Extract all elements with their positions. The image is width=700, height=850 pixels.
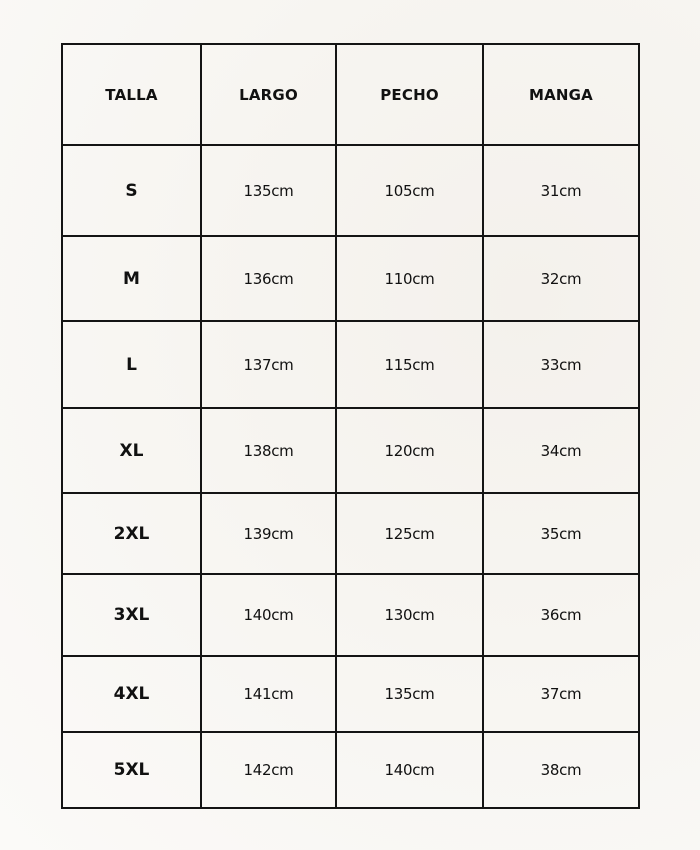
pecho-value: 130cm bbox=[336, 574, 483, 656]
pecho-value: 110cm bbox=[336, 236, 483, 321]
largo-value: 135cm bbox=[201, 145, 336, 236]
pecho-value: 115cm bbox=[336, 321, 483, 408]
header-manga: MANGA bbox=[483, 44, 639, 145]
size-label: 2XL bbox=[62, 493, 201, 574]
manga-value: 34cm bbox=[483, 408, 639, 493]
manga-value: 38cm bbox=[483, 732, 639, 808]
header-talla: TALLA bbox=[62, 44, 201, 145]
largo-value: 139cm bbox=[201, 493, 336, 574]
pecho-value: 135cm bbox=[336, 656, 483, 732]
header-largo: LARGO bbox=[201, 44, 336, 145]
manga-value: 37cm bbox=[483, 656, 639, 732]
table-row bbox=[62, 321, 639, 408]
header-pecho: PECHO bbox=[336, 44, 483, 145]
table-header-row bbox=[62, 44, 639, 145]
table-row bbox=[62, 732, 639, 808]
pecho-value: 140cm bbox=[336, 732, 483, 808]
table-row bbox=[62, 408, 639, 493]
manga-value: 31cm bbox=[483, 145, 639, 236]
manga-value: 32cm bbox=[483, 236, 639, 321]
size-label: M bbox=[62, 236, 201, 321]
size-label: 5XL bbox=[62, 732, 201, 808]
largo-value: 138cm bbox=[201, 408, 336, 493]
size-label: 4XL bbox=[62, 656, 201, 732]
largo-value: 137cm bbox=[201, 321, 336, 408]
pecho-value: 125cm bbox=[336, 493, 483, 574]
largo-value: 141cm bbox=[201, 656, 336, 732]
manga-value: 35cm bbox=[483, 493, 639, 574]
pecho-value: 105cm bbox=[336, 145, 483, 236]
size-label: XL bbox=[62, 408, 201, 493]
table-row bbox=[62, 574, 639, 656]
table-row bbox=[62, 656, 639, 732]
largo-value: 136cm bbox=[201, 236, 336, 321]
pecho-value: 120cm bbox=[336, 408, 483, 493]
largo-value: 140cm bbox=[201, 574, 336, 656]
manga-value: 36cm bbox=[483, 574, 639, 656]
manga-value: 33cm bbox=[483, 321, 639, 408]
size-chart-table bbox=[61, 43, 640, 809]
table-row bbox=[62, 493, 639, 574]
size-label: S bbox=[62, 145, 201, 236]
size-label: 3XL bbox=[62, 574, 201, 656]
table-row bbox=[62, 236, 639, 321]
table-row bbox=[62, 145, 639, 236]
size-label: L bbox=[62, 321, 201, 408]
largo-value: 142cm bbox=[201, 732, 336, 808]
